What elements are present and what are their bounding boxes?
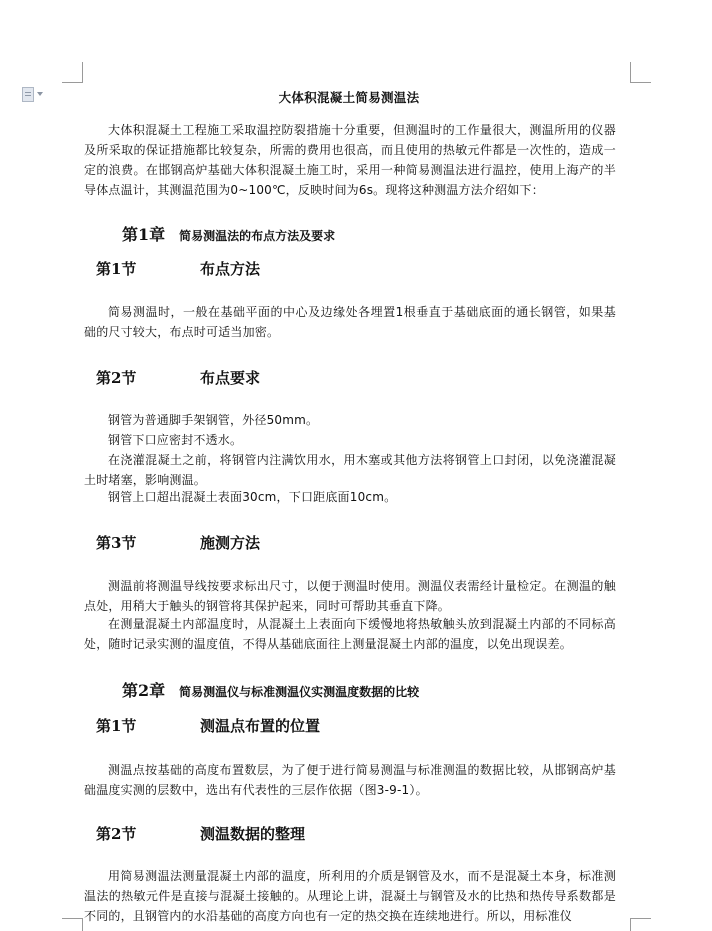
section-2-2-heading [96, 823, 306, 844]
section-2-1-number: 第1节 [96, 717, 137, 735]
chapter-2-title: 简易测温仪与标准测温仪实测温度数据的比较 [179, 685, 420, 699]
list-item: 钢管为普通脚手架钢管，外径50mm。 [108, 413, 319, 427]
list-item: 在测量混凝土内部温度时，从混凝土上表面向下缓慢地将热敏触头放到混凝土内部的不同标高处，随时记录实测的温度值，不得从基础底面往上测量混凝土内部的温度，以免出现误差。 [84, 617, 616, 651]
section-1-2-title: 布点要求 [200, 369, 261, 387]
section-1-2-number: 第2节 [96, 369, 137, 387]
chapter-2-heading [122, 678, 419, 701]
section-1-1-paragraph: 简易测温时，一般在基础平面的中心及边缘处各埋置1根垂直于基础底面的通长钢管，如果基础的尺寸较大，布点时可适当加密。 [84, 305, 616, 339]
chapter-2-number: 第2章 [122, 681, 166, 700]
section-2-2-number: 第2节 [96, 825, 137, 843]
margin-corner-bottom-right [630, 918, 651, 931]
margin-corner-top-right [630, 62, 651, 83]
section-1-3-number: 第3节 [96, 534, 137, 552]
section-2-1-heading [96, 715, 321, 736]
margin-corner-bottom-left [62, 918, 83, 931]
chapter-1-title: 简易测温法的布点方法及要求 [179, 229, 336, 243]
section-2-1-title: 测温点布置的位置 [200, 717, 321, 735]
intro-paragraph: 大体积混凝土工程施工采取温控防裂措施十分重要，但测温时的工作量很大，测温所用的仪器及所采取的保证措施都比较复杂，所需的费用也很高，而且使用的热敏元件都是一次性的，造成一定的浪费。在邯钢高炉基础大体积混凝土施工时，采用一种简易测温法进行温控，使用上海产的半导体点温计，其测温范围为0~100℃，反映时间为6s。现将这种测温方法介绍如下： [84, 123, 616, 197]
list-item: 钢管下口应密封不透水。 [108, 433, 243, 447]
list-item: 测温前将测温导线按要求标出尺寸，以便于测温时使用。测温仪表需经计量检定。在测温的触点处，用稍大于触头的钢管将其保护起来，同时可帮助其垂直下降。 [84, 579, 616, 613]
document-title: 大体积混凝土简易测温法 [278, 90, 420, 105]
chapter-1-heading [122, 222, 335, 245]
section-1-3-title: 施测方法 [200, 534, 261, 552]
section-2-2-title: 测温数据的整理 [200, 825, 306, 843]
chapter-1-number: 第1章 [122, 225, 166, 244]
document-icon [22, 87, 34, 102]
section-1-1-title: 布点方法 [200, 260, 261, 278]
section-2-2-paragraph: 用简易测温法测量混凝土内部的温度，所利用的介质是钢管及水，而不是混凝土本身，标准测温法的热敏元件是直接与混凝土接触的。从理论上讲，混凝土与钢管及水的比热和热传导系数都是不同的，且钢管内的水沿基础的高度方向也有一定的热交换在连续地进行。所以，用标准仪 [84, 869, 616, 923]
document-options-button[interactable] [22, 86, 52, 102]
section-2-1-paragraph: 测温点按基础的高度布置数层，为了便于进行简易测温与标准测温的数据比较，从邯钢高炉基础温度实测的层数中，选出有代表性的三层作依据（图3-9-1）。 [84, 763, 616, 797]
section-1-1-number: 第1节 [96, 260, 137, 278]
chevron-down-icon [37, 92, 43, 96]
margin-corner-top-left [62, 62, 83, 83]
list-item: 钢管上口超出混凝土表面30cm，下口距底面10cm。 [108, 490, 397, 504]
section-1-3-heading [96, 532, 261, 553]
section-1-2-heading [96, 367, 261, 388]
section-1-1-heading [96, 258, 261, 279]
list-item: 在浇灌混凝土之前，将钢管内注满饮用水，用木塞或其他方法将钢管上口封闭，以免浇灌混凝土时堵塞，影响测温。 [84, 453, 616, 487]
